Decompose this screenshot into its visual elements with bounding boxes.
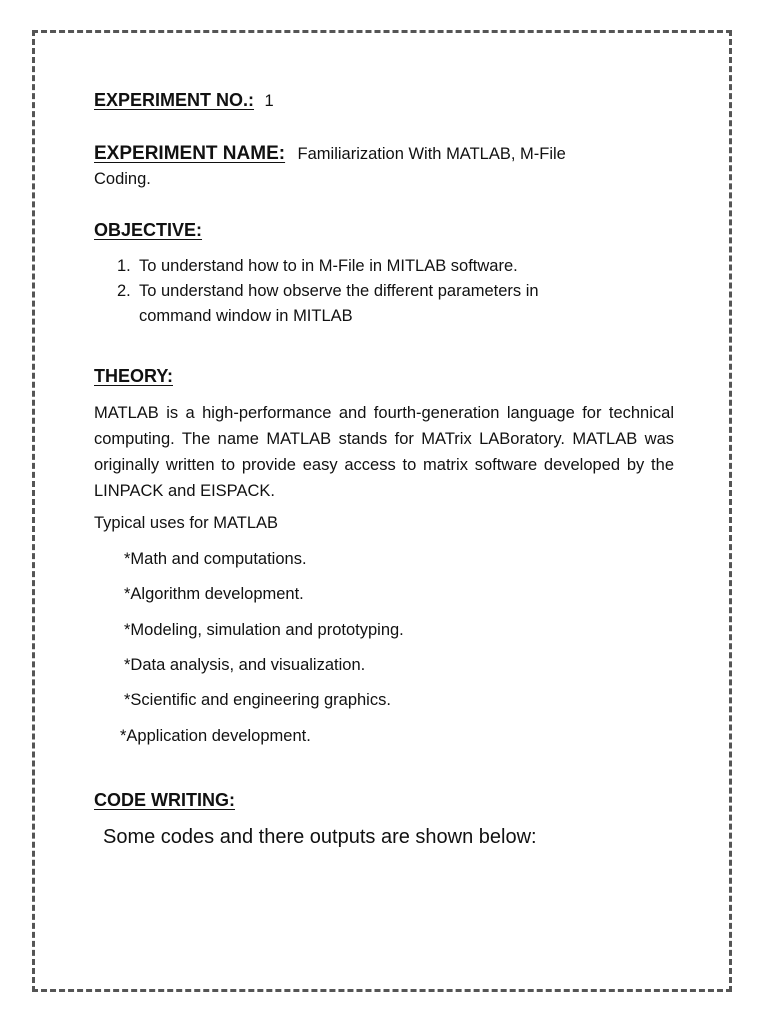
use-item: *Algorithm development. [124,585,304,603]
code-writing-heading-line [94,790,235,811]
experiment-no-label: EXPERIMENT NO.: [94,90,255,110]
code-writing-intro: Some codes and there outputs are shown below: [103,826,537,848]
objective-heading: OBJECTIVE: [94,220,203,240]
objective-item-2-cont: command window in MITLAB [139,307,353,325]
use-item: *Data analysis, and visualization. [124,656,366,674]
uses-intro: Typical uses for MATLAB [94,514,279,532]
experiment-name-value-cont: Coding. [94,170,151,188]
theory-heading: THEORY: [94,366,173,386]
objective-item-1 [117,257,518,276]
objective-item-number: 1. [117,257,131,275]
experiment-name-value: Familiarization With MATLAB, M-File [297,145,566,163]
use-item: *Math and computations. [124,550,307,568]
code-writing-heading: CODE WRITING [94,790,229,810]
use-item: *Modeling, simulation and prototyping. [124,621,404,639]
use-item: *Scientific and engineering graphics. [124,691,391,709]
use-item: *Application development. [120,727,311,745]
experiment-name-label: EXPERIMENT NAME: [94,143,286,164]
experiment-no-value: 1 [264,92,274,110]
experiment-name-line [94,143,566,165]
objective-item-2 [117,282,539,301]
code-writing-heading-colon: : [229,790,235,810]
theory-paragraph: MATLAB is a high-performance and fourth-generation language for technical computing. The name MATLAB stands for MATrix LABoratory. MATLAB was originally written to provide easy access to matrix software developed by the LINPACK and EISPACK. [94,404,674,500]
objective-item-number: 2. [117,282,131,300]
experiment-no-line [94,90,274,111]
objective-item-text: To understand how observe the different parameters in [139,282,539,300]
objective-item-text: To understand how to in M-File in MITLAB software. [139,257,518,275]
